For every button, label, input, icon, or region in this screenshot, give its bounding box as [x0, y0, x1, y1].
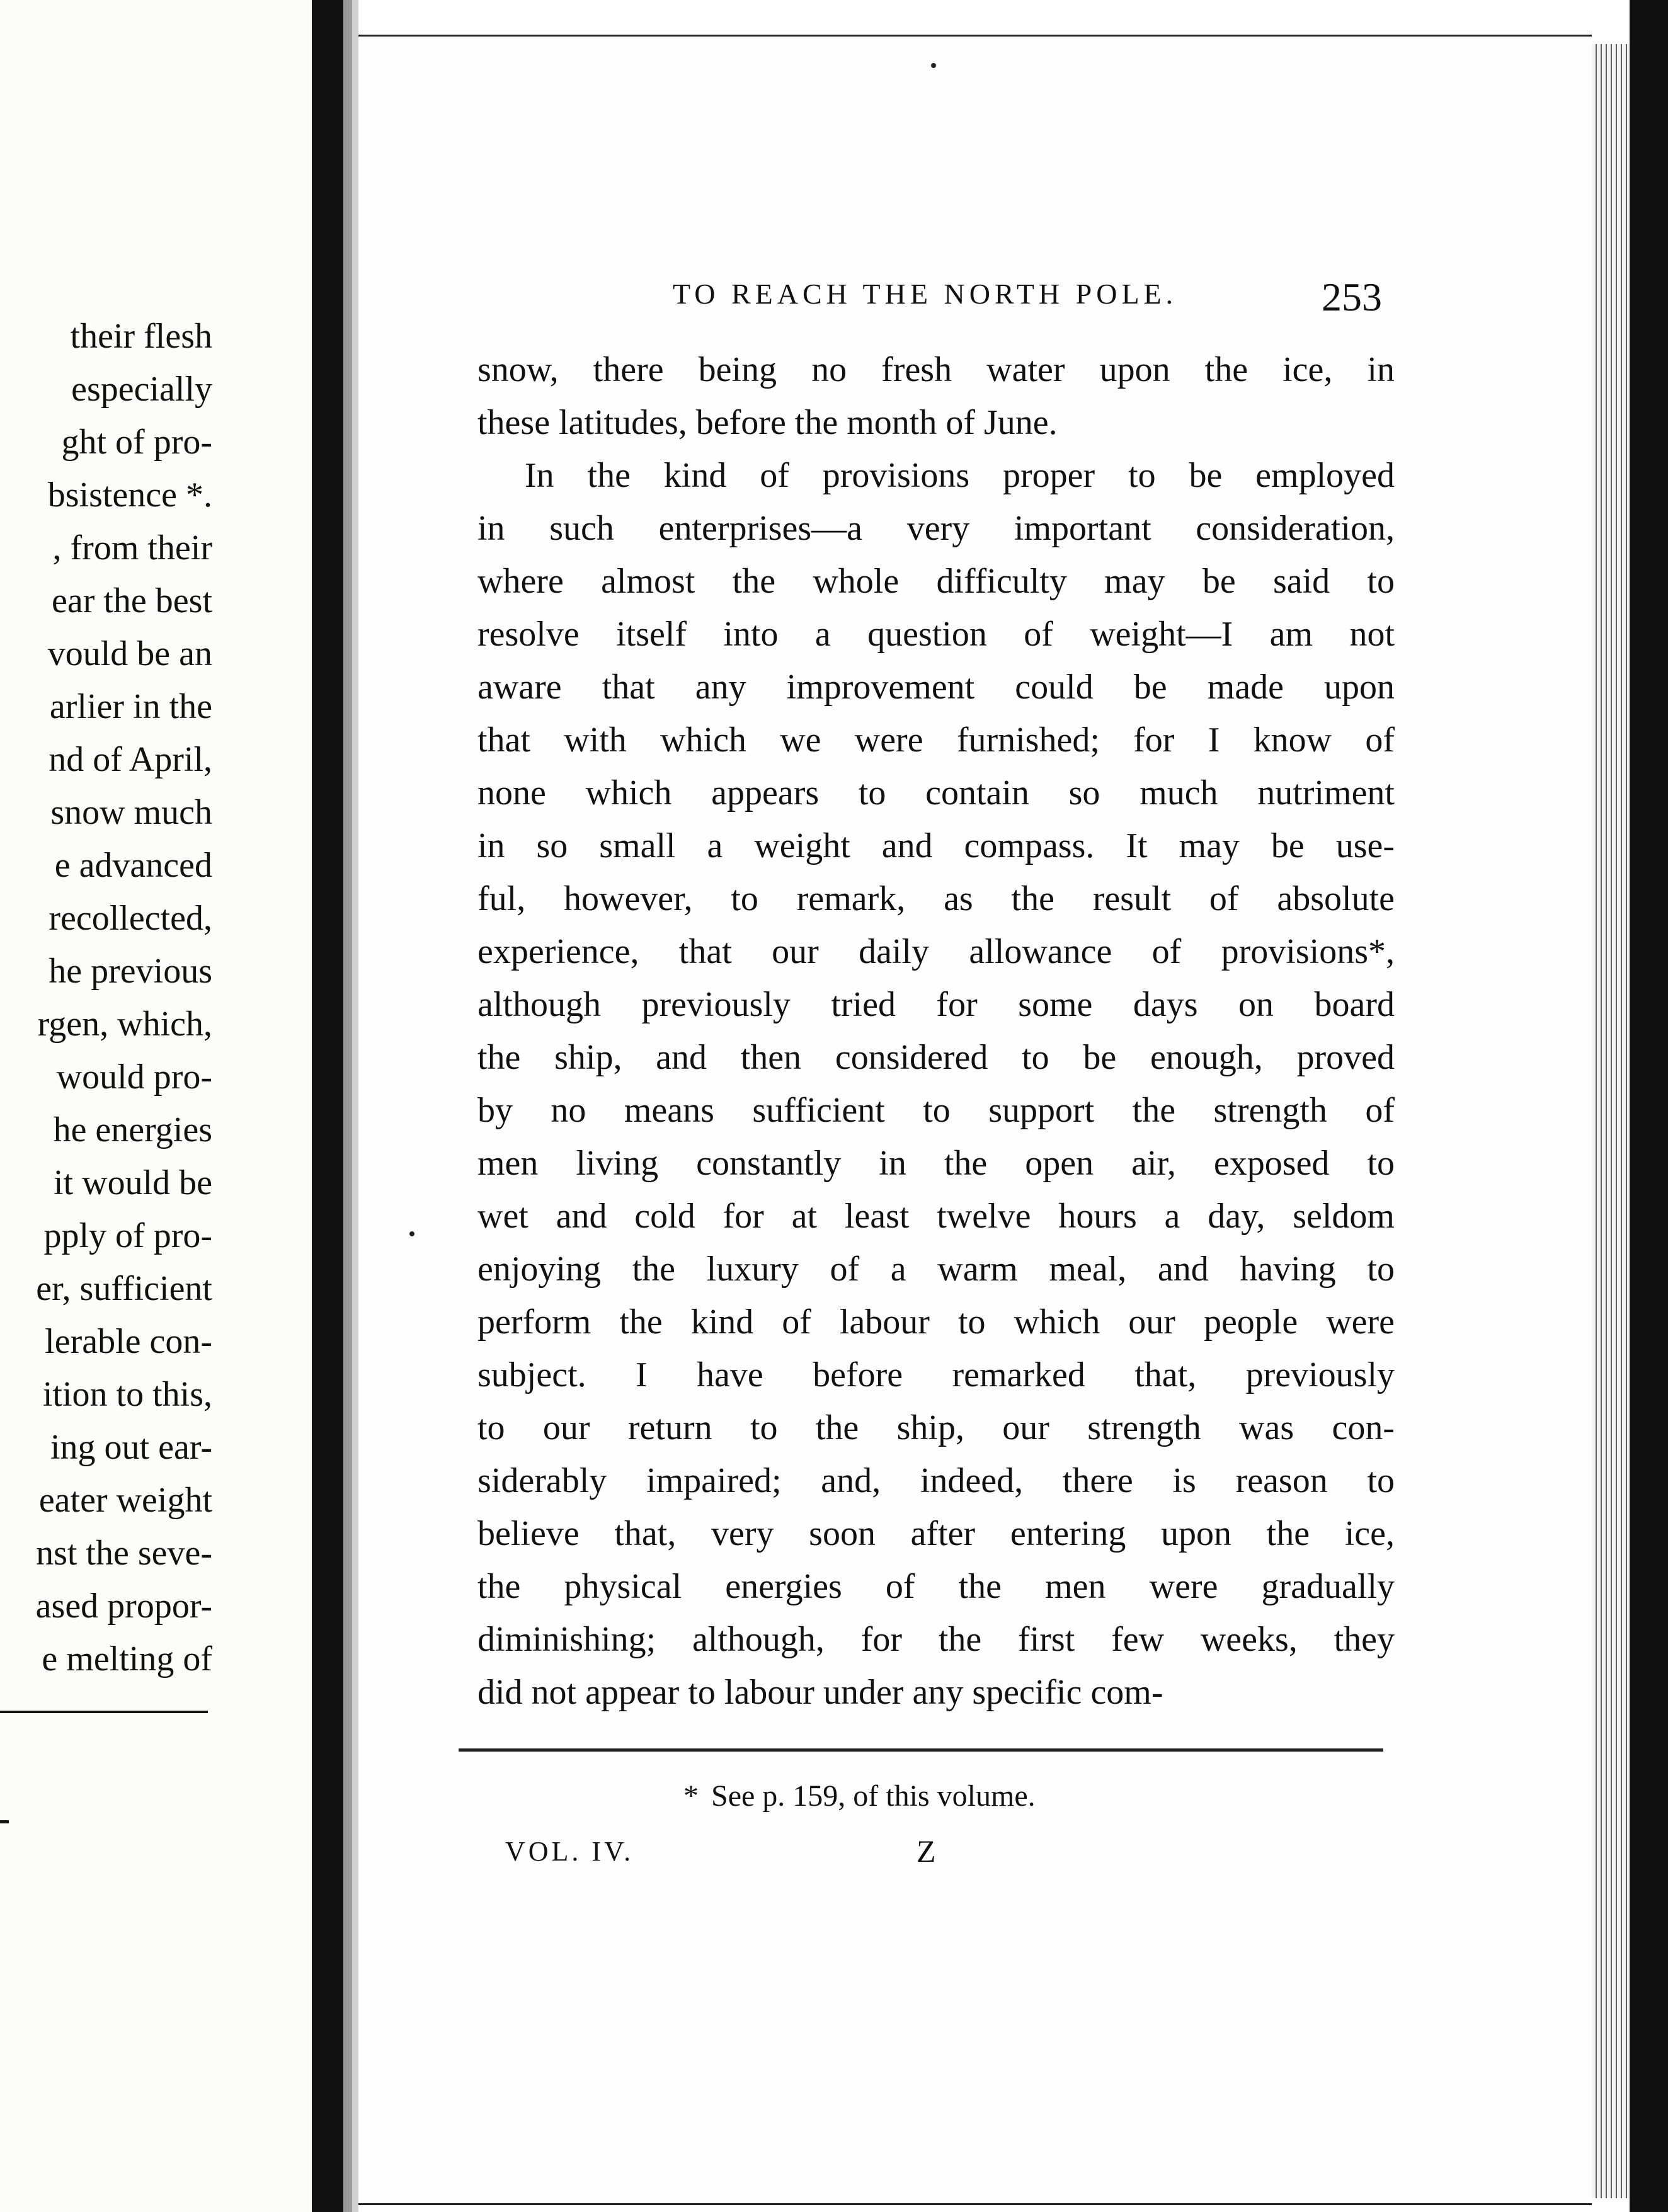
text-line: in so small a weight and compass. It may be use- [477, 826, 1395, 865]
text-line: where almost the whole difficulty may be said to [477, 562, 1395, 601]
text-line: perform the kind of labour to which our people were [477, 1303, 1395, 1342]
text-line: snow, there being no fresh water upon the ice, in [477, 350, 1395, 389]
previous-page-mark [0, 1820, 9, 1823]
text-line: did not appear to labour under any specific com- [477, 1673, 1163, 1712]
text-line: to our return to the ship, our strength was con- [477, 1408, 1395, 1447]
binding-gutter [312, 0, 343, 2212]
previous-page-line: nst the seve- [36, 1534, 212, 1573]
previous-page-line: vould be an [47, 634, 212, 673]
signature-letter: Z [917, 1833, 936, 1869]
scan-background-right [1630, 0, 1668, 2212]
scan-speck [409, 1231, 414, 1236]
previous-page-line: recollected, [49, 899, 212, 938]
text-line: subject. I have before remarked that, previously [477, 1355, 1395, 1394]
previous-page-line: snow much [50, 793, 212, 832]
scan-speck [931, 63, 936, 68]
signature-volume: VOL. IV. [505, 1836, 634, 1867]
previous-page-line: er, sufficient [36, 1269, 212, 1308]
previous-page-line: he energies [53, 1110, 212, 1149]
text-line: enjoying the luxury of a warm meal, and having to [477, 1250, 1395, 1289]
previous-page-line: especially [71, 370, 212, 409]
text-line: In the kind of provisions proper to be employed [525, 456, 1395, 495]
text-line: these latitudes, before the month of June. [477, 403, 1058, 442]
previous-page-line: nd of April, [49, 740, 212, 779]
previous-page-line: arlier in the [49, 687, 212, 726]
text-line: although previously tried for some days on board [477, 985, 1395, 1024]
previous-page-line: ition to this, [42, 1375, 212, 1414]
previous-page-line: their flesh [70, 317, 212, 356]
previous-page-line: bsistence *. [47, 476, 212, 515]
text-line: none which appears to contain so much nutriment [477, 773, 1395, 812]
previous-page-line: ing out ear- [50, 1428, 212, 1467]
page-number: 253 [1322, 275, 1382, 319]
previous-page-line: eater weight [38, 1481, 212, 1520]
binding-shadow [343, 0, 352, 2212]
footnote-text: See p. 159, of this volume. [711, 1779, 1036, 1813]
text-line: experience, that our daily allowance of provisions*, [477, 932, 1395, 971]
previous-page-fragment [0, 0, 312, 2212]
text-line: that with which we were furnished; for I know of [477, 721, 1395, 760]
text-line: by no means sufficient to support the strength of [477, 1091, 1395, 1130]
previous-page-line: pply of pro- [43, 1216, 212, 1255]
page-edge-shadow [352, 0, 358, 2212]
footnote-rule [459, 1748, 1383, 1752]
footnote [683, 1779, 1036, 1813]
text-line: believe that, very soon after entering upon the ice, [477, 1514, 1395, 1553]
previous-page-line: ght of pro- [61, 423, 212, 462]
text-line: men living constantly in the open air, exposed to [477, 1144, 1395, 1183]
text-line: siderably impaired; and, indeed, there is reason to [477, 1461, 1395, 1500]
previous-page-line: , from their [52, 528, 212, 567]
text-line: the physical energies of the men were gradually [477, 1567, 1395, 1606]
previous-page-footnote-rule [0, 1711, 208, 1713]
previous-page-line: e advanced [54, 846, 212, 885]
text-line: wet and cold for at least twelve hours a day, seldom [477, 1197, 1395, 1236]
text-line: diminishing; although, for the first few weeks, they [477, 1620, 1395, 1659]
text-line: ful, however, to remark, as the result of absolute [477, 879, 1395, 918]
previous-page-line: would pro- [56, 1058, 212, 1097]
previous-page-line: lerable con- [45, 1322, 212, 1361]
previous-page-line: ased propor- [35, 1587, 212, 1626]
previous-page-line: he previous [49, 952, 212, 991]
previous-page-line: ear the best [52, 581, 212, 620]
body-text [477, 343, 1395, 1719]
previous-page-line: rgen, which, [37, 1005, 212, 1044]
footnote-mark: * [683, 1779, 699, 1813]
text-line: the ship, and then considered to be enough, proved [477, 1038, 1395, 1077]
previous-page-line: e melting of [42, 1639, 212, 1679]
previous-page-text [0, 310, 212, 1685]
text-line: aware that any improvement could be made upon [477, 668, 1395, 707]
previous-page-line: it would be [54, 1163, 212, 1202]
text-line: resolve itself into a question of weight—I am not [477, 615, 1395, 654]
text-line: in such enterprises—a very important consideration, [477, 509, 1395, 548]
running-head: TO REACH THE NORTH POLE. [673, 278, 1178, 310]
page-stack-edges [1592, 44, 1630, 2198]
